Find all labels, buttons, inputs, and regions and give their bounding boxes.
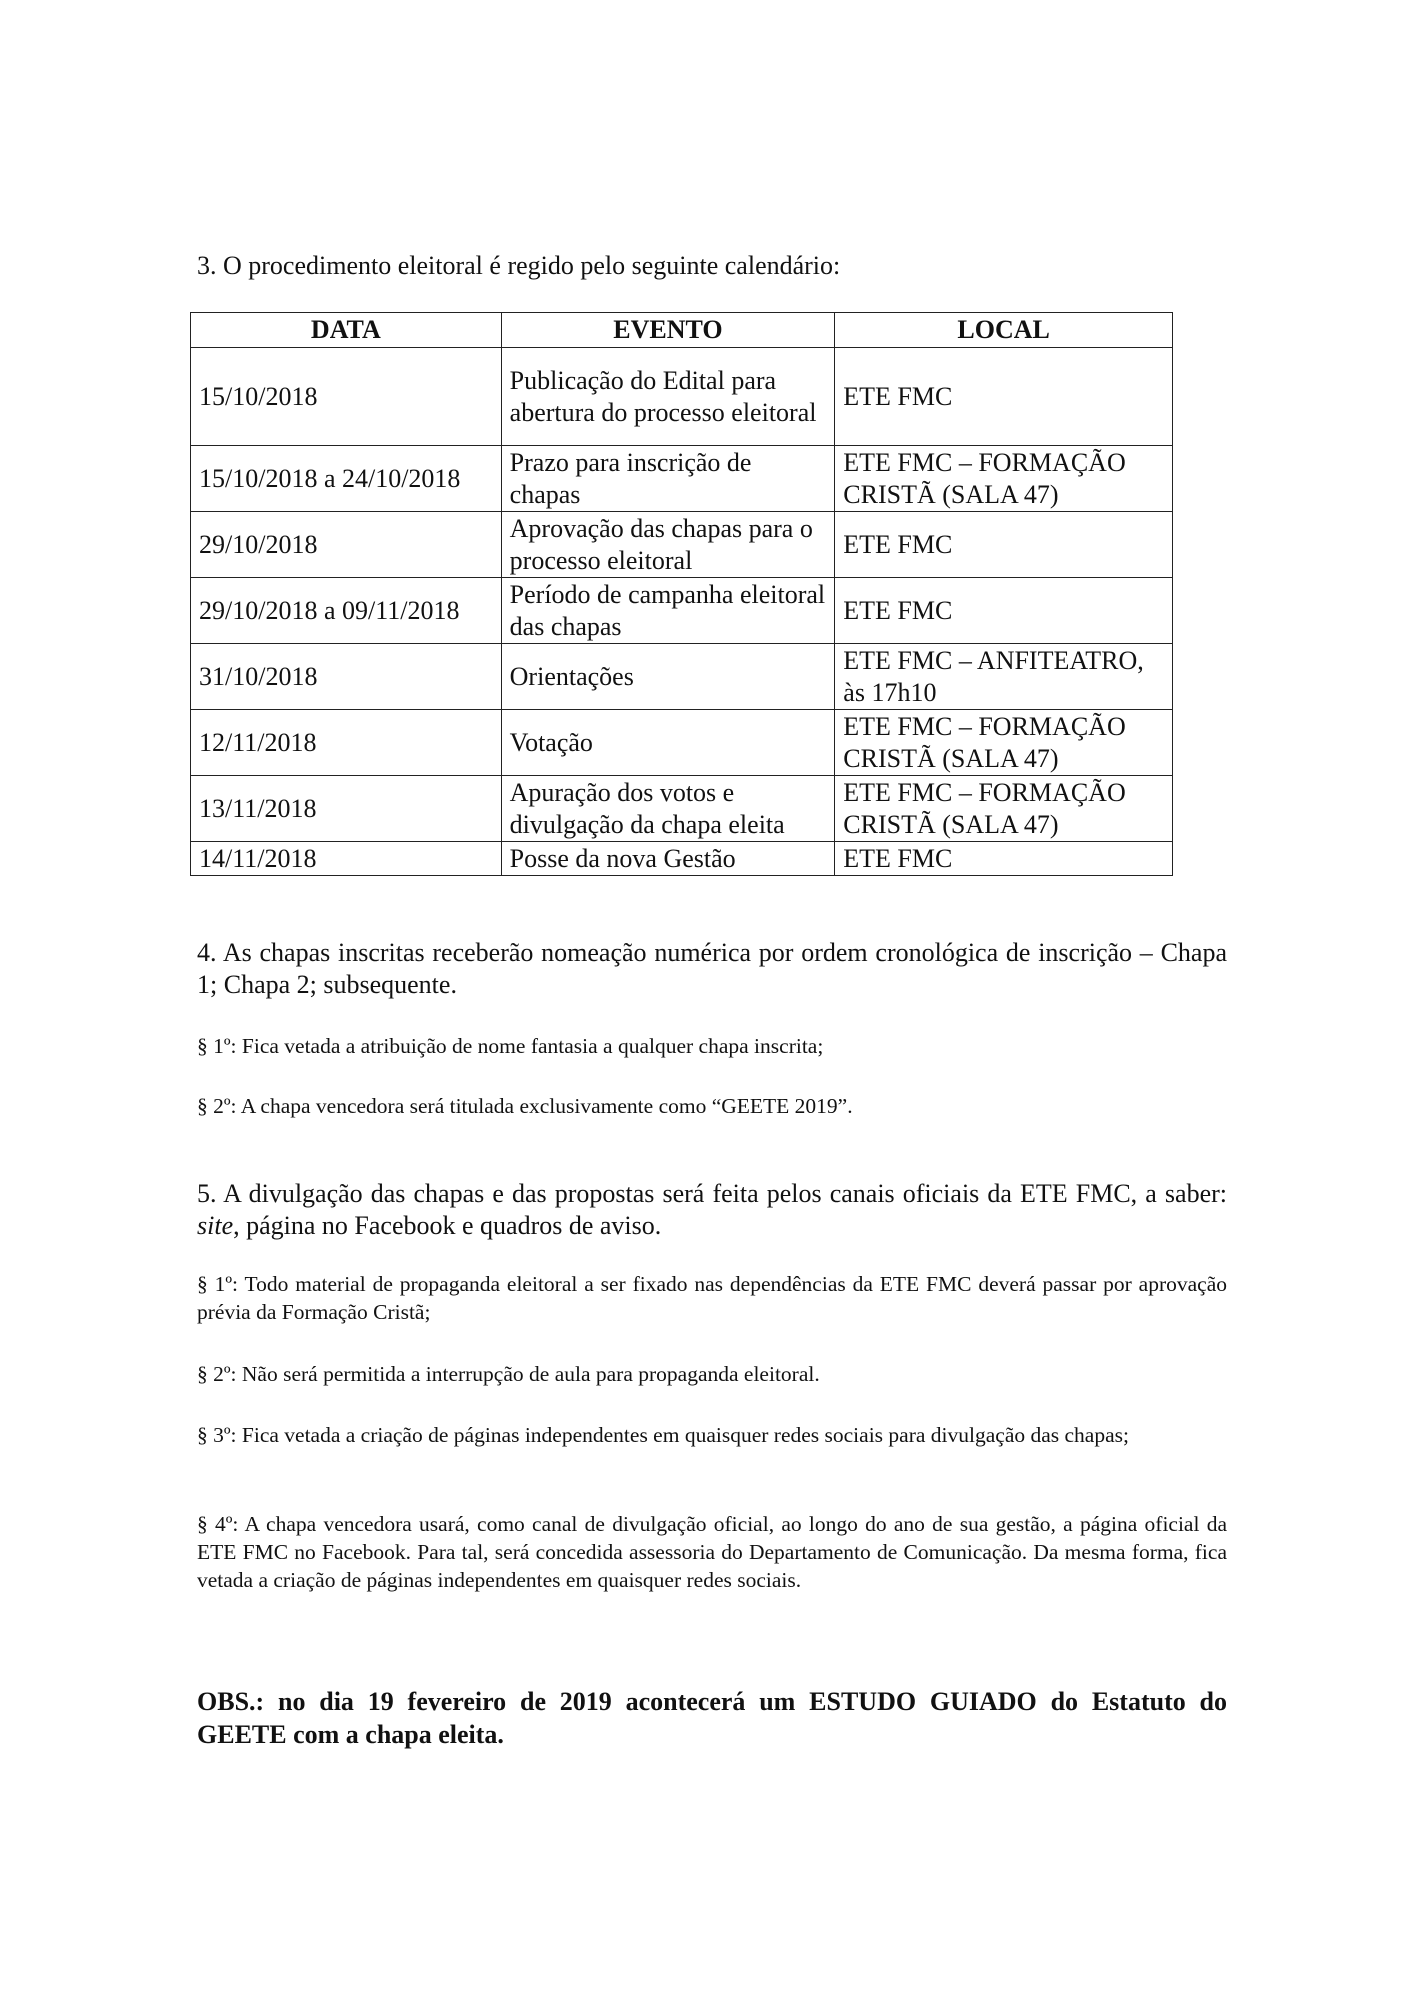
section-4-clause-2: § 2º: A chapa vencedora será titulada exclusivamente como “GEETE 2019”. bbox=[197, 1094, 853, 1118]
election-calendar-table bbox=[190, 312, 1173, 876]
table-row bbox=[191, 842, 1173, 876]
section-5-site-word: site bbox=[197, 1211, 234, 1240]
cell-date: 15/10/2018 bbox=[191, 348, 502, 446]
observation-note: OBS.: no dia 19 fevereiro de 2019 acontecerá um ESTUDO GUIADO do Estatuto do GEETE com a chapa eleita. bbox=[197, 1687, 1227, 1749]
cell-date: 29/10/2018 bbox=[191, 512, 502, 578]
cell-place: ETE FMC – ANFITEATRO, às 17h10 bbox=[835, 644, 1173, 710]
cell-date: 12/11/2018 bbox=[191, 710, 502, 776]
cell-place: ETE FMC bbox=[835, 578, 1173, 644]
cell-date: 13/11/2018 bbox=[191, 776, 502, 842]
table-row bbox=[191, 578, 1173, 644]
cell-place: ETE FMC bbox=[835, 842, 1173, 876]
cell-place: ETE FMC bbox=[835, 512, 1173, 578]
cell-event: Prazo para inscrição de chapas bbox=[501, 446, 835, 512]
cell-date: 31/10/2018 bbox=[191, 644, 502, 710]
section-4-clause-1: § 1º: Fica vetada a atribuição de nome fantasia a qualquer chapa inscrita; bbox=[197, 1034, 824, 1058]
cell-place: ETE FMC bbox=[835, 348, 1173, 446]
cell-event: Aprovação das chapas para o processo eleitoral bbox=[501, 512, 835, 578]
cell-date: 29/10/2018 a 09/11/2018 bbox=[191, 578, 502, 644]
cell-event: Votação bbox=[501, 710, 835, 776]
cell-date: 14/11/2018 bbox=[191, 842, 502, 876]
table-row bbox=[191, 776, 1173, 842]
section-5-text-start: 5. A divulgação das chapas e das propostas será feita pelos canais oficiais da ETE FMC, a saber: bbox=[197, 1179, 1227, 1208]
section-5-clause-2: § 2º: Não será permitida a interrupção de aula para propaganda eleitoral. bbox=[197, 1362, 820, 1386]
section-5-clause-1: § 1º: Todo material de propaganda eleitoral a ser fixado nas dependências da ETE FMC deverá passar por aprovação prévia da Formação Cristã; bbox=[197, 1272, 1227, 1324]
column-header-date: DATA bbox=[191, 313, 502, 348]
table-row bbox=[191, 644, 1173, 710]
section-4-paragraph: 4. As chapas inscritas receberão nomeação numérica por ordem cronológica de inscrição – Chapa 1; Chapa 2; subsequente. bbox=[197, 938, 1227, 999]
cell-event: Posse da nova Gestão bbox=[501, 842, 835, 876]
cell-place: ETE FMC – FORMAÇÃO CRISTÃ (SALA 47) bbox=[835, 446, 1173, 512]
cell-event: Publicação do Edital para abertura do processo eleitoral bbox=[501, 348, 835, 446]
cell-event: Apuração dos votos e divulgação da chapa eleita bbox=[501, 776, 835, 842]
section-5-paragraph bbox=[197, 1178, 1227, 1242]
section-5-text-end: , página no Facebook e quadros de aviso. bbox=[233, 1211, 662, 1240]
column-header-event: EVENTO bbox=[501, 313, 835, 348]
cell-place: ETE FMC – FORMAÇÃO CRISTÃ (SALA 47) bbox=[835, 710, 1173, 776]
section-5-clause-4: § 4º: A chapa vencedora usará, como canal de divulgação oficial, ao longo do ano de sua gestão, a página oficial da ETE FMC no Facebook. Para tal, será concedida assessoria do Departamento de Comunicação. Da mesma forma, fica vetada a criação de páginas independentes em quaisquer redes sociais. bbox=[197, 1512, 1227, 1592]
column-header-place: LOCAL bbox=[835, 313, 1173, 348]
table-header-row bbox=[191, 313, 1173, 348]
cell-place: ETE FMC – FORMAÇÃO CRISTÃ (SALA 47) bbox=[835, 776, 1173, 842]
table-row bbox=[191, 446, 1173, 512]
cell-event: Período de campanha eleitoral das chapas bbox=[501, 578, 835, 644]
cell-event: Orientações bbox=[501, 644, 835, 710]
table-row bbox=[191, 348, 1173, 446]
cell-date: 15/10/2018 a 24/10/2018 bbox=[191, 446, 502, 512]
section-5-clause-3: § 3º: Fica vetada a criação de páginas independentes em quaisquer redes sociais para divulgação das chapas; bbox=[197, 1423, 1129, 1447]
table-row bbox=[191, 512, 1173, 578]
section-3-heading: 3. O procedimento eleitoral é regido pelo seguinte calendário: bbox=[197, 251, 841, 280]
table-row bbox=[191, 710, 1173, 776]
